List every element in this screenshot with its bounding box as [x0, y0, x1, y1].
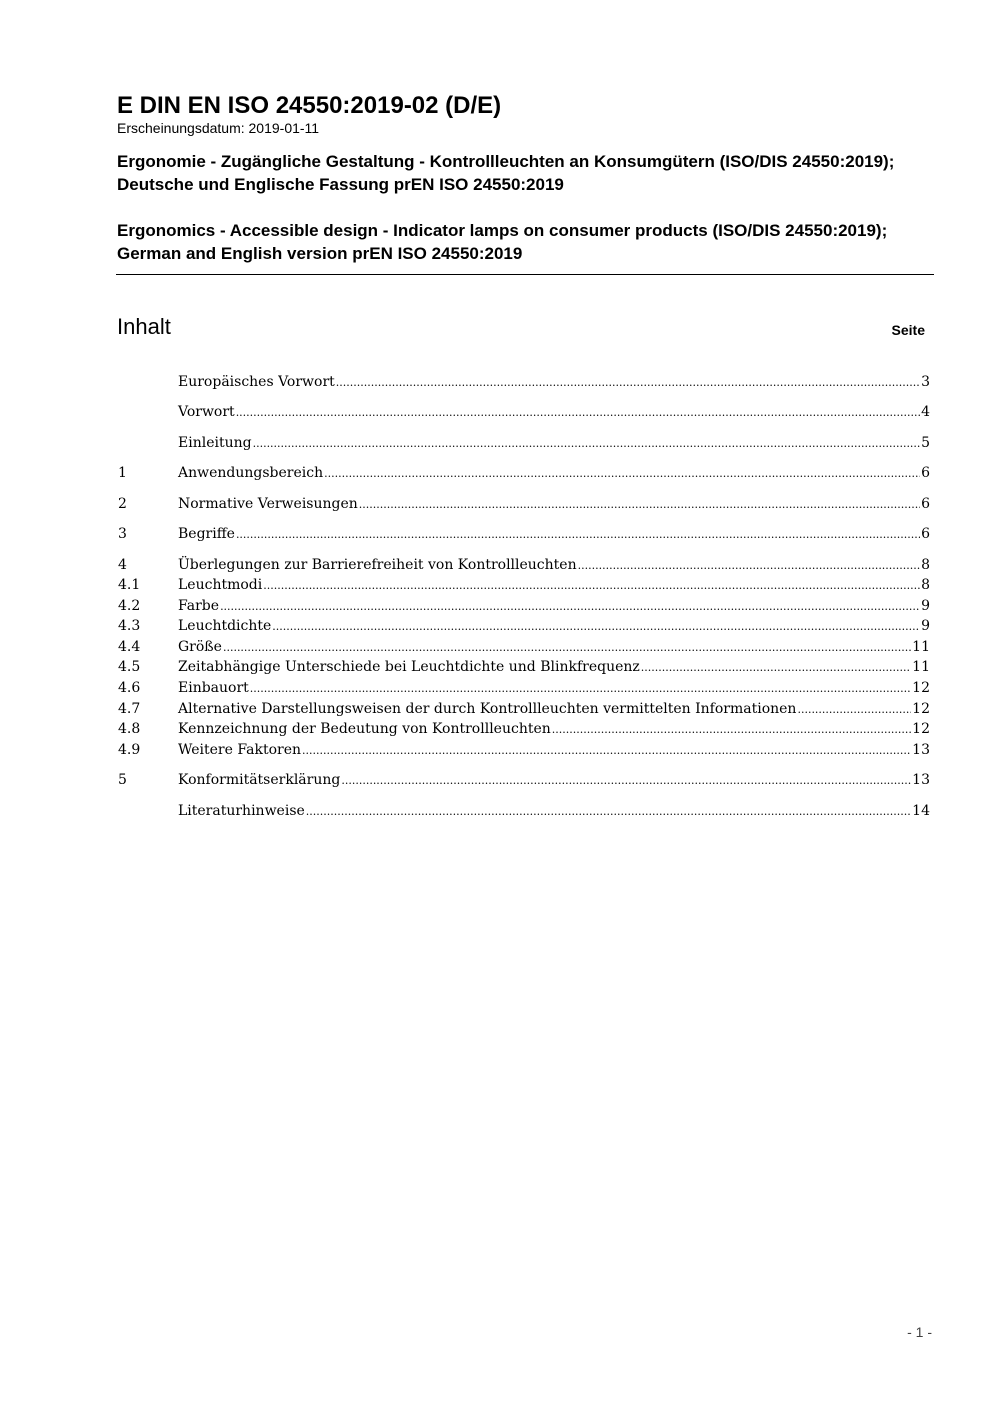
toc-entry-page: 14 — [912, 803, 930, 819]
document-id: E DIN EN ISO 24550:2019-02 (D/E) — [117, 92, 502, 119]
toc-leader-dots — [641, 658, 911, 678]
toc-entry-page: 12 — [912, 701, 930, 717]
toc-entry-title: Konformitätserklärung — [178, 772, 341, 788]
toc-leader-dots — [220, 597, 920, 617]
toc-entry-number: 5 — [118, 772, 127, 788]
toc-leader-dots — [236, 403, 920, 423]
toc-entry-title: Leuchtmodi — [178, 577, 263, 593]
title-german: Ergonomie - Zugängliche Gestaltung - Kontrollleuchten an Konsumgütern (ISO/DIS 24550:2019); Deutsche und Englische Fassung prEN ISO 24550:2019 — [117, 152, 895, 194]
toc-entry-title: Kennzeichnung der Bedeutung von Kontrollleuchten — [178, 721, 551, 737]
toc-entry[interactable] — [118, 719, 930, 739]
toc-entry[interactable] — [118, 770, 930, 790]
toc-leader-dots — [359, 495, 920, 515]
title-english: Ergonomics - Accessible design - Indicator lamps on consumer products (ISO/DIS 24550:2019); German and English version prEN ISO 24550:2019 — [117, 221, 888, 263]
toc-entry-number: 4 — [118, 557, 127, 573]
toc-entry-number: 4.2 — [118, 598, 141, 614]
toc-entry-page: 8 — [921, 557, 930, 573]
toc-entry-number: 4.6 — [118, 680, 141, 696]
toc-entry-title: Einbauort — [178, 680, 249, 696]
toc-entry-number: 4.7 — [118, 701, 141, 717]
toc-entry-page: 8 — [921, 577, 930, 593]
toc-leader-dots — [263, 576, 920, 596]
toc-entry-page: 9 — [921, 598, 930, 614]
toc-entry-number: 1 — [118, 465, 127, 481]
toc-entry-number: 4.3 — [118, 618, 141, 634]
toc-leader-dots — [306, 802, 911, 822]
toc-entry[interactable] — [118, 433, 930, 453]
toc-leader-dots — [253, 434, 921, 454]
toc-leader-dots — [336, 373, 920, 393]
toc-entry[interactable] — [118, 616, 930, 636]
toc-leader-dots — [797, 700, 911, 720]
toc-leader-dots — [272, 617, 920, 637]
toc-entry[interactable] — [118, 596, 930, 616]
toc-entry[interactable] — [118, 801, 930, 821]
toc-entry-page: 13 — [912, 772, 930, 788]
toc-entry-page: 11 — [912, 639, 930, 655]
toc-entry-title: Alternative Darstellungsweisen der durch Kontrollleuchten vermittelten Informationen — [178, 701, 797, 717]
toc-entry[interactable] — [118, 372, 930, 392]
toc-entry-number: 4.5 — [118, 659, 141, 675]
toc-entry-number: 4.8 — [118, 721, 141, 737]
header-divider — [116, 274, 934, 275]
toc-leader-dots — [341, 771, 911, 791]
toc-leader-dots — [552, 720, 911, 740]
toc-entry-title: Normative Verweisungen — [178, 496, 358, 512]
toc-entry-title: Einleitung — [178, 435, 252, 451]
toc-entry-number: 3 — [118, 526, 127, 542]
toc-entry-page: 13 — [912, 742, 930, 758]
toc-entry-number: 4.1 — [118, 577, 141, 593]
toc-entry-page: 3 — [921, 374, 930, 390]
toc-entry-page: 6 — [921, 465, 930, 481]
toc-leader-dots — [250, 679, 911, 699]
toc-entry-number: 2 — [118, 496, 127, 512]
toc-entry-title: Vorwort — [178, 404, 235, 420]
toc-entry[interactable] — [118, 463, 930, 483]
toc-leader-dots — [302, 741, 911, 761]
toc-entry[interactable] — [118, 555, 930, 575]
toc-entry-page: 12 — [912, 680, 930, 696]
toc-entry[interactable] — [118, 678, 930, 698]
toc-leader-dots — [324, 464, 920, 484]
page-number: - 1 - — [907, 1324, 932, 1340]
toc-entry[interactable] — [118, 524, 930, 544]
toc-entry-number: 4.9 — [118, 742, 141, 758]
toc-entry[interactable] — [118, 657, 930, 677]
toc-entry-title: Zeitabhängige Unterschiede bei Leuchtdichte und Blinkfrequenz — [178, 659, 640, 675]
toc-entry-title: Literaturhinweise — [178, 803, 305, 819]
toc-entry-page: 5 — [921, 435, 930, 451]
toc-entry[interactable] — [118, 699, 930, 719]
toc-leader-dots — [236, 525, 920, 545]
toc-entry-title: Weitere Faktoren — [178, 742, 301, 758]
toc-entry[interactable] — [118, 402, 930, 422]
toc-entry[interactable] — [118, 575, 930, 595]
toc-entry[interactable] — [118, 494, 930, 514]
publication-date: Erscheinungsdatum: 2019-01-11 — [117, 120, 320, 136]
toc-entry[interactable] — [118, 740, 930, 760]
toc-entry-title: Farbe — [178, 598, 220, 614]
toc-entry-title: Anwendungsbereich — [178, 465, 324, 481]
toc-entry-title: Begriffe — [178, 526, 235, 542]
document-header — [117, 92, 934, 265]
toc-entry-title: Überlegungen zur Barrierefreiheit von Kontrollleuchten — [178, 557, 577, 573]
toc-page-label: Seite — [891, 322, 925, 338]
toc-entry-title: Größe — [178, 639, 222, 655]
toc-entry-number: 4.4 — [118, 639, 141, 655]
toc-entry-title: Europäisches Vorwort — [178, 374, 335, 390]
toc-entry-page: 6 — [921, 526, 930, 542]
toc-entry-title: Leuchtdichte — [178, 618, 272, 634]
toc-entry[interactable] — [118, 637, 930, 657]
toc-entry-page: 12 — [912, 721, 930, 737]
toc-leader-dots — [223, 638, 911, 658]
toc-leader-dots — [578, 556, 920, 576]
toc-entry-page: 11 — [912, 659, 930, 675]
toc-heading: Inhalt — [117, 314, 171, 339]
toc-entry-page: 4 — [921, 404, 930, 420]
toc-entry-page: 9 — [921, 618, 930, 634]
toc-entry-page: 6 — [921, 496, 930, 512]
